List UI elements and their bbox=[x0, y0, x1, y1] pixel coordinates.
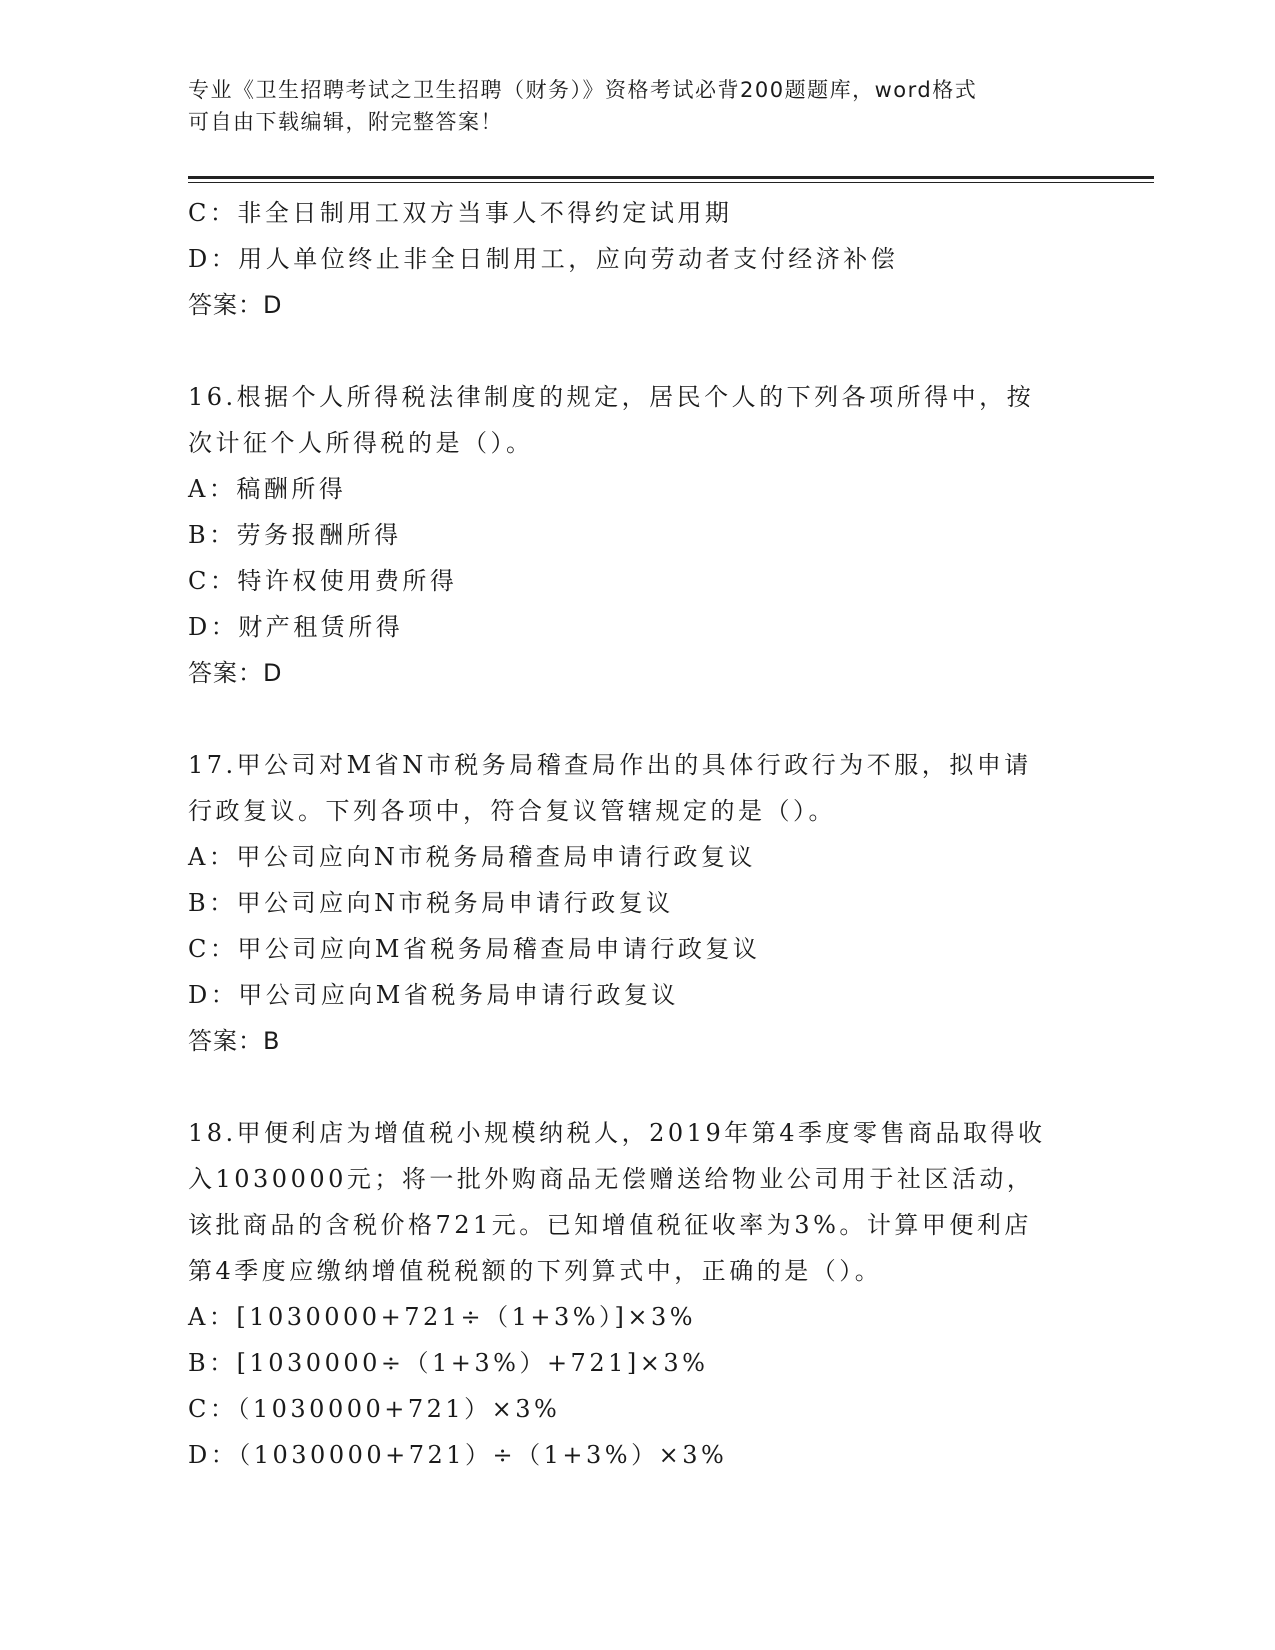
option-c: C：非全日制用工双方当事人不得约定试用期 bbox=[188, 199, 733, 227]
option-b: B：甲公司应向N市税务局申请行政复议 bbox=[188, 889, 674, 917]
question-stem: 16.根据个人所得税法律制度的规定，居民个人的下列各项所得中，按 bbox=[188, 383, 1035, 411]
header-line-2: 可自由下载编辑，附完整答案！ bbox=[188, 110, 503, 134]
option-b: B：[1030000÷（1+3%）+721]×3% bbox=[188, 1349, 709, 1377]
question-stem: 次计征个人所得税的是（）。 bbox=[188, 429, 534, 457]
option-a: A：稿酬所得 bbox=[188, 475, 347, 503]
option-c: C：甲公司应向M省税务局稽查局申请行政复议 bbox=[188, 935, 761, 963]
question-stem: 入1030000元；将一批外购商品无偿赠送给物业公司用于社区活动， bbox=[188, 1165, 1035, 1193]
question-16 bbox=[188, 374, 1088, 696]
answer: 答案：D bbox=[188, 659, 283, 687]
question-18 bbox=[188, 1110, 1088, 1478]
question-stem: 17.甲公司对M省N市税务局稽查局作出的具体行政行为不服，拟申请 bbox=[188, 751, 1032, 779]
question-stem: 第4季度应缴纳增值税税额的下列算式中，正确的是（）。 bbox=[188, 1257, 883, 1285]
option-d: D：（1030000+721）÷（1+3%）×3% bbox=[188, 1441, 728, 1469]
header-divider-thick bbox=[188, 176, 1154, 179]
question-stem: 18.甲便利店为增值税小规模纳税人，2019年第4季度零售商品取得收 bbox=[188, 1119, 1046, 1147]
option-a: A：甲公司应向N市税务局稽查局申请行政复议 bbox=[188, 843, 756, 871]
option-c: C：特许权使用费所得 bbox=[188, 567, 458, 595]
option-d: D：用人单位终止非全日制用工，应向劳动者支付经济补偿 bbox=[188, 245, 899, 273]
option-d: D：财产租赁所得 bbox=[188, 613, 404, 641]
question-stem: 该批商品的含税价格721元。已知增值税征收率为3%。计算甲便利店 bbox=[188, 1211, 1032, 1239]
answer: 答案：D bbox=[188, 291, 283, 319]
prev-question bbox=[188, 190, 1088, 328]
option-c: C：（1030000+721）×3% bbox=[188, 1395, 561, 1423]
question-list bbox=[188, 190, 1088, 1478]
answer: 答案：B bbox=[188, 1027, 281, 1055]
option-b: B：劳务报酬所得 bbox=[188, 521, 402, 549]
question-stem: 行政复议。下列各项中，符合复议管辖规定的是（）。 bbox=[188, 797, 836, 825]
option-a: A：[1030000+721÷（1+3%）]×3% bbox=[188, 1303, 697, 1331]
header-divider-thin bbox=[188, 182, 1154, 183]
option-d: D：甲公司应向M省税务局申请行政复议 bbox=[188, 981, 679, 1009]
question-17 bbox=[188, 742, 1088, 1064]
document-header bbox=[188, 74, 1088, 138]
header-line-1: 专业《卫生招聘考试之卫生招聘（财务）》资格考试必背200题题库，word格式 bbox=[188, 78, 978, 102]
